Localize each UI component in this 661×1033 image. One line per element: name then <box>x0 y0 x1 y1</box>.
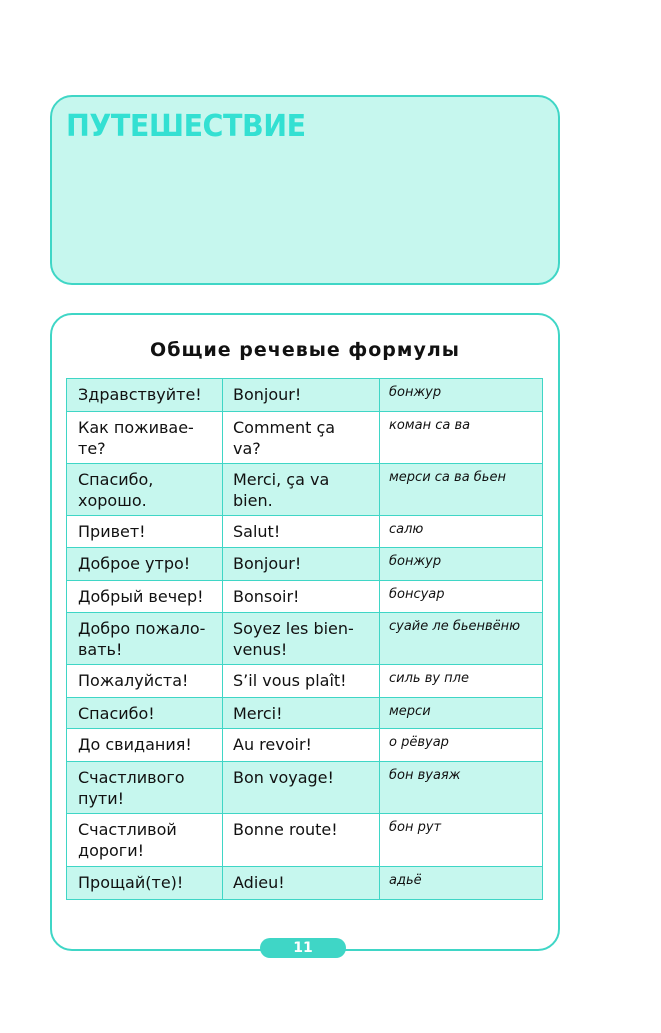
phrase-pronunciation: бонсуар <box>380 581 543 613</box>
phrase-pronunciation: бонжур <box>380 379 543 412</box>
phrase-french: Bon voyage! <box>223 762 380 814</box>
phrase-russian: Доброе утро! <box>67 548 223 581</box>
phrase-pronunciation: мерси са ва бьен <box>380 464 543 516</box>
phrase-russian: До свидания! <box>67 729 223 762</box>
table-row <box>67 814 543 867</box>
table-row <box>67 464 543 516</box>
phrase-russian: Спасибо! <box>67 698 223 729</box>
table-row <box>67 665 543 698</box>
phrase-french: Bonjour! <box>223 379 380 412</box>
table-row <box>67 581 543 613</box>
table-row <box>67 729 543 762</box>
phrase-french: Bonjour! <box>223 548 380 581</box>
phrase-pronunciation: силь ву пле <box>380 665 543 698</box>
phrases-table <box>66 378 543 900</box>
table-row <box>67 698 543 729</box>
phrases-panel <box>50 313 560 951</box>
phrase-pronunciation: бон рут <box>380 814 543 867</box>
phrase-pronunciation: салю <box>380 516 543 548</box>
phrase-pronunciation: мерси <box>380 698 543 729</box>
phrase-pronunciation: коман са ва <box>380 412 543 464</box>
table-row <box>67 613 543 665</box>
table-row <box>67 379 543 412</box>
phrase-pronunciation: о рёвуар <box>380 729 543 762</box>
section-title: Общие речевые формулы <box>150 339 460 361</box>
phrase-pronunciation: адьё <box>380 867 543 900</box>
phrase-russian: Счастливого пути! <box>67 762 223 814</box>
phrase-russian: Добро пожало- вать! <box>67 613 223 665</box>
phrase-russian: Пожалуйста! <box>67 665 223 698</box>
phrase-french: S’il vous plaît! <box>223 665 380 698</box>
phrase-french: Bonne route! <box>223 814 380 867</box>
phrase-russian: Привет! <box>67 516 223 548</box>
page-number: 11 <box>260 938 346 958</box>
phrase-russian: Прощай(те)! <box>67 867 223 900</box>
phrase-russian: Добрый вечер! <box>67 581 223 613</box>
phrase-french: Bonsoir! <box>223 581 380 613</box>
phrase-french: Adieu! <box>223 867 380 900</box>
phrase-pronunciation: суайе ле бьенвёню <box>380 613 543 665</box>
chapter-title: ПУТЕШЕСТВИЕ <box>66 109 306 144</box>
phrase-pronunciation: бон вуаяж <box>380 762 543 814</box>
phrase-french: Soyez les bien- venus! <box>223 613 380 665</box>
phrase-french: Au revoir! <box>223 729 380 762</box>
phrase-russian: Спасибо, хорошо. <box>67 464 223 516</box>
table-row <box>67 762 543 814</box>
phrase-russian: Здравствуйте! <box>67 379 223 412</box>
phrase-french: Salut! <box>223 516 380 548</box>
phrase-pronunciation: бонжур <box>380 548 543 581</box>
phrase-french: Comment ça va? <box>223 412 380 464</box>
table-row <box>67 548 543 581</box>
phrase-russian: Как поживае- те? <box>67 412 223 464</box>
phrase-french: Merci! <box>223 698 380 729</box>
table-row <box>67 516 543 548</box>
table-row <box>67 412 543 464</box>
phrase-french: Merci, ça va bien. <box>223 464 380 516</box>
section-header-box <box>50 95 560 285</box>
table-row <box>67 867 543 900</box>
phrase-russian: Счастливой дороги! <box>67 814 223 867</box>
